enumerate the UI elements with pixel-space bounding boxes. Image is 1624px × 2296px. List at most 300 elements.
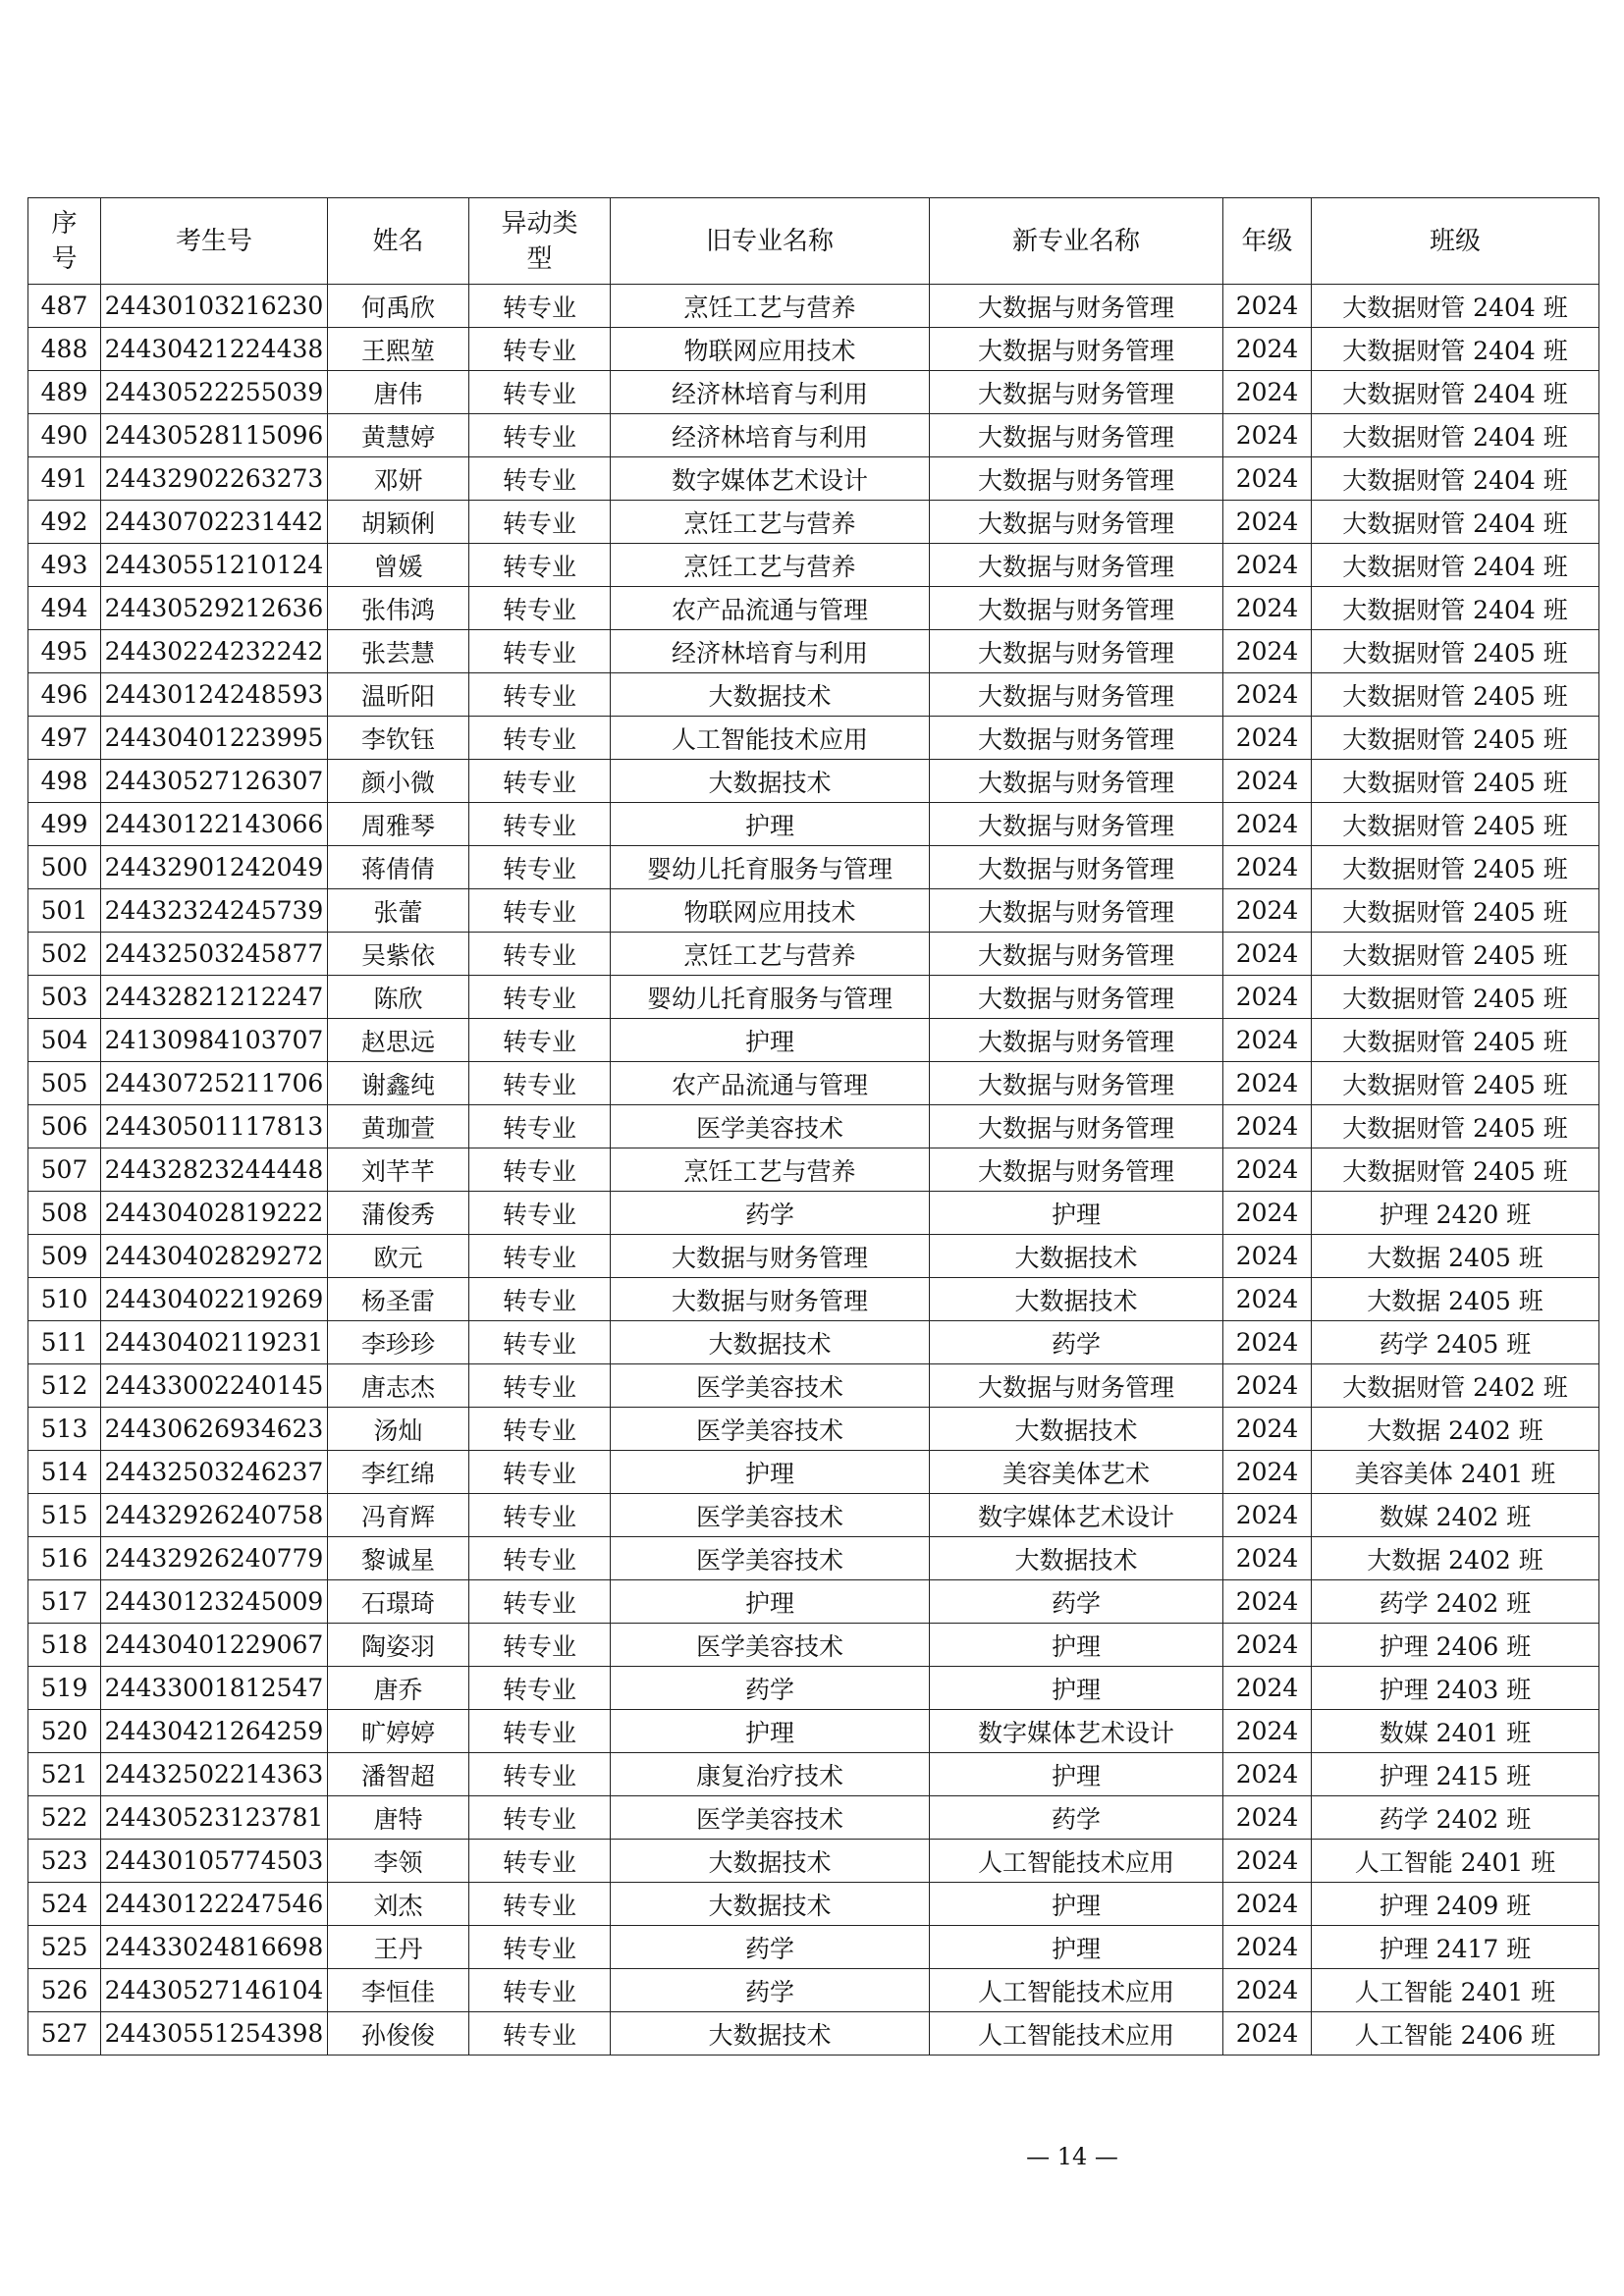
cell-new-major: 护理 bbox=[930, 1667, 1223, 1710]
cell-class: 大数据财管 2402 班 bbox=[1312, 1364, 1599, 1408]
cell-name: 李钦钰 bbox=[328, 717, 469, 760]
table-row bbox=[28, 1451, 1599, 1494]
header-grade: 年级 bbox=[1223, 198, 1312, 285]
table-row bbox=[28, 933, 1599, 976]
cell-grade: 2024 bbox=[1223, 371, 1312, 414]
table-row bbox=[28, 1148, 1599, 1192]
cell-old-major: 烹饪工艺与营养 bbox=[611, 1148, 930, 1192]
cell-change-type: 转专业 bbox=[469, 1840, 611, 1883]
cell-class: 药学 2402 班 bbox=[1312, 1580, 1599, 1624]
cell-old-major: 人工智能技术应用 bbox=[611, 717, 930, 760]
cell-seq: 516 bbox=[28, 1537, 101, 1580]
header-seq: 序号 bbox=[28, 198, 101, 285]
cell-name: 李红绵 bbox=[328, 1451, 469, 1494]
cell-seq: 519 bbox=[28, 1667, 101, 1710]
cell-grade: 2024 bbox=[1223, 1969, 1312, 2012]
cell-class: 护理 2415 班 bbox=[1312, 1753, 1599, 1796]
cell-name: 王丹 bbox=[328, 1926, 469, 1969]
cell-new-major: 护理 bbox=[930, 1192, 1223, 1235]
table-row bbox=[28, 1926, 1599, 1969]
cell-name: 何禹欣 bbox=[328, 285, 469, 328]
cell-old-major: 大数据与财务管理 bbox=[611, 1278, 930, 1321]
cell-grade: 2024 bbox=[1223, 1667, 1312, 1710]
cell-old-major: 大数据与财务管理 bbox=[611, 1235, 930, 1278]
table-body bbox=[28, 285, 1599, 2056]
cell-grade: 2024 bbox=[1223, 1019, 1312, 1062]
table-row bbox=[28, 1969, 1599, 2012]
cell-name: 黄珈萱 bbox=[328, 1105, 469, 1148]
cell-grade: 2024 bbox=[1223, 846, 1312, 889]
cell-grade: 2024 bbox=[1223, 1883, 1312, 1926]
cell-grade: 2024 bbox=[1223, 760, 1312, 803]
cell-old-major: 康复治疗技术 bbox=[611, 1753, 930, 1796]
cell-change-type: 转专业 bbox=[469, 1969, 611, 2012]
cell-change-type: 转专业 bbox=[469, 1753, 611, 1796]
cell-name: 潘智超 bbox=[328, 1753, 469, 1796]
table-row bbox=[28, 1753, 1599, 1796]
cell-class: 大数据财管 2405 班 bbox=[1312, 1105, 1599, 1148]
cell-grade: 2024 bbox=[1223, 1580, 1312, 1624]
cell-exam-no: 24432902263273 bbox=[101, 457, 328, 501]
cell-change-type: 转专业 bbox=[469, 1019, 611, 1062]
cell-name: 张伟鸿 bbox=[328, 587, 469, 630]
cell-exam-no: 24432926240779 bbox=[101, 1537, 328, 1580]
cell-class: 大数据 2402 班 bbox=[1312, 1408, 1599, 1451]
cell-grade: 2024 bbox=[1223, 1624, 1312, 1667]
cell-grade: 2024 bbox=[1223, 1494, 1312, 1537]
cell-change-type: 转专业 bbox=[469, 1278, 611, 1321]
cell-change-type: 转专业 bbox=[469, 285, 611, 328]
cell-new-major: 美容美体艺术 bbox=[930, 1451, 1223, 1494]
cell-exam-no: 24432502214363 bbox=[101, 1753, 328, 1796]
cell-exam-no: 24432901242049 bbox=[101, 846, 328, 889]
cell-name: 黄慧婷 bbox=[328, 414, 469, 457]
cell-exam-no: 24430626934623 bbox=[101, 1408, 328, 1451]
table-row bbox=[28, 371, 1599, 414]
cell-old-major: 烹饪工艺与营养 bbox=[611, 501, 930, 544]
cell-seq: 527 bbox=[28, 2012, 101, 2056]
cell-change-type: 转专业 bbox=[469, 1494, 611, 1537]
cell-seq: 498 bbox=[28, 760, 101, 803]
table-row bbox=[28, 717, 1599, 760]
cell-new-major: 数字媒体艺术设计 bbox=[930, 1710, 1223, 1753]
cell-class: 大数据财管 2405 班 bbox=[1312, 846, 1599, 889]
cell-old-major: 大数据技术 bbox=[611, 1883, 930, 1926]
cell-change-type: 转专业 bbox=[469, 717, 611, 760]
cell-class: 大数据 2402 班 bbox=[1312, 1537, 1599, 1580]
cell-new-major: 大数据与财务管理 bbox=[930, 673, 1223, 717]
cell-class: 大数据财管 2405 班 bbox=[1312, 889, 1599, 933]
cell-old-major: 大数据技术 bbox=[611, 1321, 930, 1364]
cell-old-major: 护理 bbox=[611, 1451, 930, 1494]
cell-name: 胡颖俐 bbox=[328, 501, 469, 544]
cell-change-type: 转专业 bbox=[469, 803, 611, 846]
cell-change-type: 转专业 bbox=[469, 328, 611, 371]
cell-change-type: 转专业 bbox=[469, 1624, 611, 1667]
cell-old-major: 物联网应用技术 bbox=[611, 889, 930, 933]
cell-name: 冯育辉 bbox=[328, 1494, 469, 1537]
cell-new-major: 大数据技术 bbox=[930, 1537, 1223, 1580]
cell-grade: 2024 bbox=[1223, 1062, 1312, 1105]
cell-new-major: 大数据技术 bbox=[930, 1278, 1223, 1321]
cell-seq: 497 bbox=[28, 717, 101, 760]
cell-old-major: 农产品流通与管理 bbox=[611, 1062, 930, 1105]
cell-seq: 504 bbox=[28, 1019, 101, 1062]
table-row bbox=[28, 846, 1599, 889]
cell-name: 颜小微 bbox=[328, 760, 469, 803]
table-row bbox=[28, 1796, 1599, 1840]
cell-new-major: 药学 bbox=[930, 1580, 1223, 1624]
cell-old-major: 经济林培育与利用 bbox=[611, 414, 930, 457]
cell-seq: 489 bbox=[28, 371, 101, 414]
cell-class: 大数据财管 2404 班 bbox=[1312, 457, 1599, 501]
cell-seq: 511 bbox=[28, 1321, 101, 1364]
cell-class: 护理 2406 班 bbox=[1312, 1624, 1599, 1667]
cell-seq: 500 bbox=[28, 846, 101, 889]
header-exam-no: 考生号 bbox=[101, 198, 328, 285]
cell-change-type: 转专业 bbox=[469, 889, 611, 933]
cell-new-major: 大数据与财务管理 bbox=[930, 889, 1223, 933]
cell-old-major: 烹饪工艺与营养 bbox=[611, 544, 930, 587]
cell-grade: 2024 bbox=[1223, 1105, 1312, 1148]
cell-seq: 506 bbox=[28, 1105, 101, 1148]
cell-old-major: 物联网应用技术 bbox=[611, 328, 930, 371]
table-row bbox=[28, 1364, 1599, 1408]
header-new-major: 新专业名称 bbox=[930, 198, 1223, 285]
cell-change-type: 转专业 bbox=[469, 673, 611, 717]
cell-new-major: 大数据与财务管理 bbox=[930, 760, 1223, 803]
cell-old-major: 医学美容技术 bbox=[611, 1537, 930, 1580]
cell-class: 大数据财管 2405 班 bbox=[1312, 717, 1599, 760]
cell-old-major: 药学 bbox=[611, 1969, 930, 2012]
cell-change-type: 转专业 bbox=[469, 1796, 611, 1840]
cell-exam-no: 24430529212636 bbox=[101, 587, 328, 630]
cell-new-major: 大数据与财务管理 bbox=[930, 1364, 1223, 1408]
cell-new-major: 大数据技术 bbox=[930, 1408, 1223, 1451]
cell-class: 大数据财管 2404 班 bbox=[1312, 587, 1599, 630]
cell-grade: 2024 bbox=[1223, 285, 1312, 328]
cell-class: 护理 2403 班 bbox=[1312, 1667, 1599, 1710]
table-row bbox=[28, 1580, 1599, 1624]
table-row bbox=[28, 414, 1599, 457]
cell-exam-no: 24430402119231 bbox=[101, 1321, 328, 1364]
cell-seq: 522 bbox=[28, 1796, 101, 1840]
cell-new-major: 大数据与财务管理 bbox=[930, 803, 1223, 846]
cell-class: 大数据财管 2405 班 bbox=[1312, 760, 1599, 803]
cell-new-major: 大数据与财务管理 bbox=[930, 1062, 1223, 1105]
cell-class: 美容美体 2401 班 bbox=[1312, 1451, 1599, 1494]
cell-name: 刘芊芊 bbox=[328, 1148, 469, 1192]
header-name: 姓名 bbox=[328, 198, 469, 285]
cell-exam-no: 24430103216230 bbox=[101, 285, 328, 328]
table-row bbox=[28, 1494, 1599, 1537]
cell-old-major: 农产品流通与管理 bbox=[611, 587, 930, 630]
cell-new-major: 大数据与财务管理 bbox=[930, 328, 1223, 371]
cell-grade: 2024 bbox=[1223, 501, 1312, 544]
cell-old-major: 婴幼儿托育服务与管理 bbox=[611, 976, 930, 1019]
cell-class: 大数据财管 2404 班 bbox=[1312, 544, 1599, 587]
cell-change-type: 转专业 bbox=[469, 1364, 611, 1408]
cell-name: 旷婷婷 bbox=[328, 1710, 469, 1753]
cell-grade: 2024 bbox=[1223, 414, 1312, 457]
cell-new-major: 大数据与财务管理 bbox=[930, 414, 1223, 457]
cell-exam-no: 24430402829272 bbox=[101, 1235, 328, 1278]
cell-change-type: 转专业 bbox=[469, 1710, 611, 1753]
cell-name: 唐特 bbox=[328, 1796, 469, 1840]
cell-seq: 502 bbox=[28, 933, 101, 976]
cell-class: 大数据财管 2404 班 bbox=[1312, 501, 1599, 544]
cell-new-major: 护理 bbox=[930, 1753, 1223, 1796]
cell-grade: 2024 bbox=[1223, 673, 1312, 717]
cell-change-type: 转专业 bbox=[469, 846, 611, 889]
cell-exam-no: 24430401223995 bbox=[101, 717, 328, 760]
table-row bbox=[28, 976, 1599, 1019]
cell-exam-no: 24130984103707 bbox=[101, 1019, 328, 1062]
cell-class: 大数据财管 2404 班 bbox=[1312, 371, 1599, 414]
cell-name: 吴紫依 bbox=[328, 933, 469, 976]
cell-new-major: 人工智能技术应用 bbox=[930, 2012, 1223, 2056]
table-row bbox=[28, 1019, 1599, 1062]
cell-old-major: 护理 bbox=[611, 1580, 930, 1624]
cell-new-major: 大数据与财务管理 bbox=[930, 501, 1223, 544]
cell-new-major: 大数据与财务管理 bbox=[930, 285, 1223, 328]
cell-old-major: 婴幼儿托育服务与管理 bbox=[611, 846, 930, 889]
cell-new-major: 大数据与财务管理 bbox=[930, 933, 1223, 976]
cell-grade: 2024 bbox=[1223, 933, 1312, 976]
cell-old-major: 护理 bbox=[611, 803, 930, 846]
cell-exam-no: 24430122143066 bbox=[101, 803, 328, 846]
cell-grade: 2024 bbox=[1223, 803, 1312, 846]
table-row bbox=[28, 1624, 1599, 1667]
cell-name: 黎诚星 bbox=[328, 1537, 469, 1580]
cell-class: 大数据财管 2405 班 bbox=[1312, 1062, 1599, 1105]
cell-exam-no: 24430551210124 bbox=[101, 544, 328, 587]
cell-grade: 2024 bbox=[1223, 1451, 1312, 1494]
cell-exam-no: 24430105774503 bbox=[101, 1840, 328, 1883]
cell-new-major: 大数据与财务管理 bbox=[930, 1148, 1223, 1192]
cell-class: 人工智能 2401 班 bbox=[1312, 1969, 1599, 2012]
cell-name: 陶姿羽 bbox=[328, 1624, 469, 1667]
cell-old-major: 护理 bbox=[611, 1710, 930, 1753]
cell-exam-no: 24430528115096 bbox=[101, 414, 328, 457]
table-row bbox=[28, 1192, 1599, 1235]
table-row bbox=[28, 630, 1599, 673]
cell-grade: 2024 bbox=[1223, 328, 1312, 371]
cell-class: 大数据财管 2404 班 bbox=[1312, 414, 1599, 457]
cell-change-type: 转专业 bbox=[469, 1667, 611, 1710]
cell-old-major: 大数据技术 bbox=[611, 1840, 930, 1883]
table-row bbox=[28, 544, 1599, 587]
cell-new-major: 大数据与财务管理 bbox=[930, 1019, 1223, 1062]
table-row bbox=[28, 1235, 1599, 1278]
cell-seq: 525 bbox=[28, 1926, 101, 1969]
cell-new-major: 大数据技术 bbox=[930, 1235, 1223, 1278]
cell-seq: 493 bbox=[28, 544, 101, 587]
cell-grade: 2024 bbox=[1223, 1278, 1312, 1321]
cell-change-type: 转专业 bbox=[469, 1235, 611, 1278]
cell-name: 曾媛 bbox=[328, 544, 469, 587]
cell-change-type: 转专业 bbox=[469, 933, 611, 976]
cell-grade: 2024 bbox=[1223, 1235, 1312, 1278]
cell-change-type: 转专业 bbox=[469, 544, 611, 587]
cell-exam-no: 24430725211706 bbox=[101, 1062, 328, 1105]
cell-change-type: 转专业 bbox=[469, 371, 611, 414]
cell-new-major: 大数据与财务管理 bbox=[930, 544, 1223, 587]
cell-class: 人工智能 2401 班 bbox=[1312, 1840, 1599, 1883]
cell-seq: 494 bbox=[28, 587, 101, 630]
table-row bbox=[28, 760, 1599, 803]
cell-exam-no: 24432821212247 bbox=[101, 976, 328, 1019]
table-row bbox=[28, 803, 1599, 846]
cell-seq: 507 bbox=[28, 1148, 101, 1192]
cell-new-major: 药学 bbox=[930, 1796, 1223, 1840]
cell-exam-no: 24430421224438 bbox=[101, 328, 328, 371]
cell-grade: 2024 bbox=[1223, 587, 1312, 630]
cell-seq: 490 bbox=[28, 414, 101, 457]
cell-exam-no: 24430523123781 bbox=[101, 1796, 328, 1840]
cell-change-type: 转专业 bbox=[469, 1580, 611, 1624]
cell-name: 刘杰 bbox=[328, 1883, 469, 1926]
cell-name: 蒲俊秀 bbox=[328, 1192, 469, 1235]
cell-name: 谢鑫纯 bbox=[328, 1062, 469, 1105]
cell-old-major: 烹饪工艺与营养 bbox=[611, 285, 930, 328]
cell-exam-no: 24432926240758 bbox=[101, 1494, 328, 1537]
cell-old-major: 烹饪工艺与营养 bbox=[611, 933, 930, 976]
cell-exam-no: 24430527126307 bbox=[101, 760, 328, 803]
cell-class: 护理 2417 班 bbox=[1312, 1926, 1599, 1969]
cell-change-type: 转专业 bbox=[469, 587, 611, 630]
cell-seq: 524 bbox=[28, 1883, 101, 1926]
cell-exam-no: 24432324245739 bbox=[101, 889, 328, 933]
cell-class: 护理 2409 班 bbox=[1312, 1883, 1599, 1926]
cell-old-major: 医学美容技术 bbox=[611, 1364, 930, 1408]
cell-new-major: 大数据与财务管理 bbox=[930, 587, 1223, 630]
cell-old-major: 大数据技术 bbox=[611, 2012, 930, 2056]
table-row bbox=[28, 328, 1599, 371]
cell-class: 数媒 2402 班 bbox=[1312, 1494, 1599, 1537]
cell-name: 陈欣 bbox=[328, 976, 469, 1019]
cell-old-major: 大数据技术 bbox=[611, 673, 930, 717]
cell-class: 人工智能 2406 班 bbox=[1312, 2012, 1599, 2056]
cell-exam-no: 24430421264259 bbox=[101, 1710, 328, 1753]
cell-change-type: 转专业 bbox=[469, 1883, 611, 1926]
cell-name: 唐伟 bbox=[328, 371, 469, 414]
cell-new-major: 大数据与财务管理 bbox=[930, 846, 1223, 889]
cell-exam-no: 24432503246237 bbox=[101, 1451, 328, 1494]
cell-grade: 2024 bbox=[1223, 717, 1312, 760]
cell-new-major: 护理 bbox=[930, 1883, 1223, 1926]
cell-seq: 512 bbox=[28, 1364, 101, 1408]
cell-seq: 496 bbox=[28, 673, 101, 717]
cell-name: 温昕阳 bbox=[328, 673, 469, 717]
cell-grade: 2024 bbox=[1223, 457, 1312, 501]
cell-seq: 488 bbox=[28, 328, 101, 371]
header-old-major: 旧专业名称 bbox=[611, 198, 930, 285]
cell-old-major: 医学美容技术 bbox=[611, 1624, 930, 1667]
header-class: 班级 bbox=[1312, 198, 1599, 285]
cell-old-major: 药学 bbox=[611, 1926, 930, 1969]
cell-exam-no: 24430122247546 bbox=[101, 1883, 328, 1926]
table-row bbox=[28, 2012, 1599, 2056]
cell-name: 石璟琦 bbox=[328, 1580, 469, 1624]
cell-old-major: 医学美容技术 bbox=[611, 1796, 930, 1840]
cell-change-type: 转专业 bbox=[469, 1192, 611, 1235]
cell-seq: 491 bbox=[28, 457, 101, 501]
cell-seq: 505 bbox=[28, 1062, 101, 1105]
cell-exam-no: 24430401229067 bbox=[101, 1624, 328, 1667]
table-row bbox=[28, 673, 1599, 717]
page-number: — 14 — bbox=[1026, 2143, 1118, 2170]
cell-name: 邓妍 bbox=[328, 457, 469, 501]
cell-exam-no: 24430501117813 bbox=[101, 1105, 328, 1148]
cell-change-type: 转专业 bbox=[469, 1062, 611, 1105]
cell-new-major: 人工智能技术应用 bbox=[930, 1969, 1223, 2012]
cell-exam-no: 24433024816698 bbox=[101, 1926, 328, 1969]
cell-name: 唐乔 bbox=[328, 1667, 469, 1710]
cell-old-major: 护理 bbox=[611, 1019, 930, 1062]
table-row bbox=[28, 1105, 1599, 1148]
cell-grade: 2024 bbox=[1223, 2012, 1312, 2056]
cell-class: 大数据财管 2404 班 bbox=[1312, 285, 1599, 328]
table-row bbox=[28, 1321, 1599, 1364]
cell-seq: 510 bbox=[28, 1278, 101, 1321]
cell-old-major: 医学美容技术 bbox=[611, 1105, 930, 1148]
cell-change-type: 转专业 bbox=[469, 630, 611, 673]
cell-seq: 503 bbox=[28, 976, 101, 1019]
cell-grade: 2024 bbox=[1223, 1926, 1312, 1969]
cell-name: 李领 bbox=[328, 1840, 469, 1883]
cell-exam-no: 24432503245877 bbox=[101, 933, 328, 976]
cell-grade: 2024 bbox=[1223, 1537, 1312, 1580]
table-row bbox=[28, 285, 1599, 328]
cell-new-major: 数字媒体艺术设计 bbox=[930, 1494, 1223, 1537]
cell-new-major: 大数据与财务管理 bbox=[930, 457, 1223, 501]
cell-exam-no: 24430402819222 bbox=[101, 1192, 328, 1235]
table-row bbox=[28, 1278, 1599, 1321]
cell-seq: 523 bbox=[28, 1840, 101, 1883]
table-row bbox=[28, 501, 1599, 544]
cell-change-type: 转专业 bbox=[469, 760, 611, 803]
cell-exam-no: 24430124248593 bbox=[101, 673, 328, 717]
cell-change-type: 转专业 bbox=[469, 1408, 611, 1451]
cell-name: 汤灿 bbox=[328, 1408, 469, 1451]
cell-seq: 521 bbox=[28, 1753, 101, 1796]
cell-class: 药学 2402 班 bbox=[1312, 1796, 1599, 1840]
cell-exam-no: 24430551254398 bbox=[101, 2012, 328, 2056]
cell-grade: 2024 bbox=[1223, 1408, 1312, 1451]
cell-exam-no: 24430402219269 bbox=[101, 1278, 328, 1321]
cell-name: 张芸慧 bbox=[328, 630, 469, 673]
cell-old-major: 数字媒体艺术设计 bbox=[611, 457, 930, 501]
cell-grade: 2024 bbox=[1223, 1364, 1312, 1408]
table-row bbox=[28, 889, 1599, 933]
cell-change-type: 转专业 bbox=[469, 1926, 611, 1969]
cell-name: 张蕾 bbox=[328, 889, 469, 933]
cell-old-major: 医学美容技术 bbox=[611, 1408, 930, 1451]
cell-name: 杨圣雷 bbox=[328, 1278, 469, 1321]
cell-grade: 2024 bbox=[1223, 889, 1312, 933]
cell-class: 大数据财管 2405 班 bbox=[1312, 933, 1599, 976]
cell-exam-no: 24433001812547 bbox=[101, 1667, 328, 1710]
table-row bbox=[28, 1840, 1599, 1883]
cell-new-major: 护理 bbox=[930, 1624, 1223, 1667]
cell-grade: 2024 bbox=[1223, 1148, 1312, 1192]
cell-class: 大数据财管 2405 班 bbox=[1312, 1148, 1599, 1192]
cell-exam-no: 24430224232242 bbox=[101, 630, 328, 673]
cell-name: 蒋倩倩 bbox=[328, 846, 469, 889]
cell-seq: 518 bbox=[28, 1624, 101, 1667]
cell-new-major: 大数据与财务管理 bbox=[930, 630, 1223, 673]
